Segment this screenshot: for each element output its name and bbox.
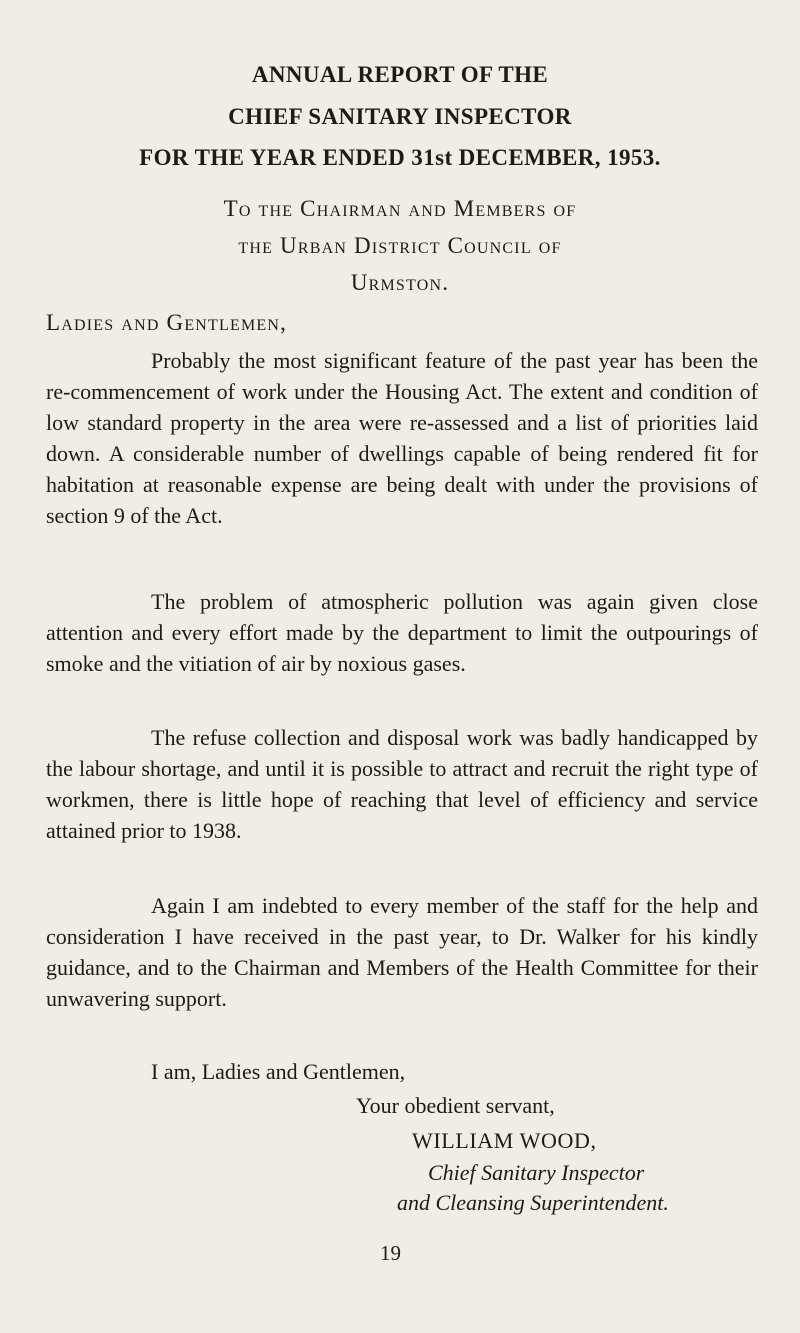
salutation: Ladies and Gentlemen, <box>46 310 288 335</box>
signatory-title-1: Chief Sanitary Inspector <box>428 1160 645 1185</box>
paragraph-refuse: The refuse collection and disposal work was badly handicapped by the labour shortage, and until it is possible to attract and recruit the right type of workmen, there is little hope of reaching that level of efficiency and service attained prior to 1938. <box>46 725 758 843</box>
address-line-3: Urmston. <box>350 270 450 295</box>
paragraph-pollution: The problem of atmospheric pollution was again given close attention and every effort made by the department to limit the outpourings of smoke and the vitiation of air by noxious gases. <box>46 589 758 676</box>
address-line-2: the Urban District Council of <box>238 233 562 258</box>
signatory-name: WILLIAM WOOD, <box>412 1128 597 1153</box>
page-number: 19 <box>380 1241 401 1265</box>
report-title-line-3: FOR THE YEAR ENDED 31st DECEMBER, 1953. <box>139 145 661 170</box>
paragraph-housing: Probably the most significant feature of the past year has been the re-commencement of work under the Housing Act. The extent and condition of low standard property in the area were re-assessed and a list of priorities laid down. A considerable number of dwellings capable of being rendered fit for habitation at reasonable expense are being dealt with under the provisions of section 9 of the Act. <box>46 348 758 528</box>
report-title-line-2: CHIEF SANITARY INSPECTOR <box>228 104 572 129</box>
address-line-1: To the Chairman and Members of <box>223 196 577 221</box>
report-title-line-1: ANNUAL REPORT OF THE <box>251 62 549 87</box>
paragraph-thanks: Again I am indebted to every member of the staff for the help and consideration I have received in the past year, to Dr. Walker for his kindly guidance, and to the Chairman and Members of the Health Committee for their unwavering support. <box>46 893 758 1011</box>
closing-line: I am, Ladies and Gentlemen, <box>151 1059 406 1084</box>
signatory-title-2: and Cleansing Superintendent. <box>397 1190 669 1215</box>
valediction: Your obedient servant, <box>356 1093 555 1118</box>
